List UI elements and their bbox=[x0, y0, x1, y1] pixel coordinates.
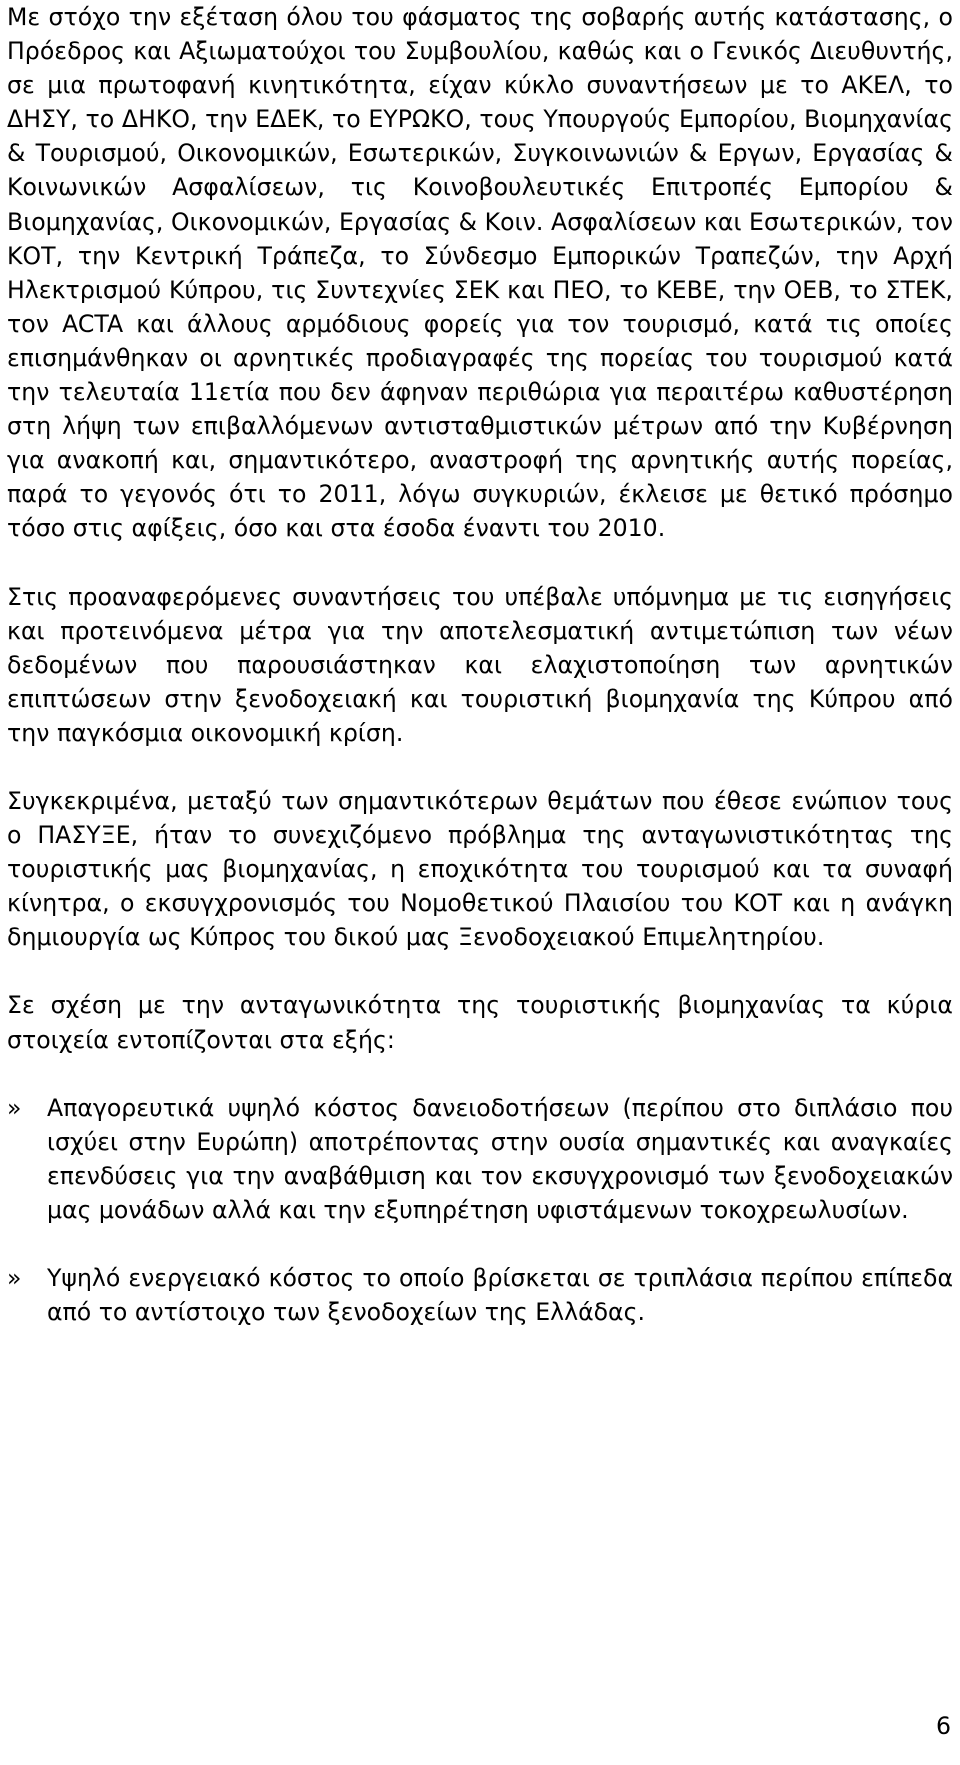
paragraph-key-issues: Συγκεκριμένα, μεταξύ των σημαντικότερων θεμάτων που έθεσε ενώπιον τους ο ΠΑΣΥΞΕ, ήταν το συνεχιζόμενο πρόβλημα της ανταγωνιστικότητας της τουριστικής μας βιομηχανίας, η εποχικότητα του τουρισμού και τα συναφή κίνητρα, ο εκσυγχρονισμός του Νομοθετικού Πλαισίου του ΚΟΤ και η ανάγκη δημιουργία ως Κύπρος του δικού μας Ξενοδοχειακού Επιμελητηρίου. bbox=[7, 786, 953, 952]
page-number: 6 bbox=[935, 1712, 951, 1740]
bullet-item-energy-cost bbox=[7, 1261, 953, 1329]
paragraph-meetings: Με στόχο την εξέταση όλου του φάσματος της σοβαρής αυτής κατάστασης, ο Πρόεδρος και Αξιωματούχοι του Συμβουλίου, καθώς και ο Γενικός Διευθυντής, σε μια πρωτοφανή κινητικότητα, είχαν κύκλο συναντήσεων με το ΑΚΕΛ, το ΔΗΣΥ, το ΔΗΚΟ, την ΕΔΕΚ, το ΕΥΡΩΚΟ, τους Υπουργούς Εμπορίου, Βιομηχανίας & Τουρισμού, Οικονομικών, Εσωτερικών, Συγκοινωνιών & Εργων, Εργασίας & Κοινωνικών Ασφαλίσεων, τις Κοινοβουλευτικές Επιτροπές Εμπορίου & Βιομηχανίας, Οικονομικών, Εργασίας & Κοιν. Ασφαλίσεων και Εσωτερικών, τον ΚΟΤ, την Κεντρική Τράπεζα, το Σύνδεσμο Εμπορικών Τραπεζών, την Αρχή Ηλεκτρισμού Κύπρου, τις Συντεχνίες ΣΕΚ και ΠΕΟ, το ΚΕΒΕ, την ΟΕΒ, το ΣΤΕΚ, τον ACTA και άλλους αρμόδιους φορείς για τον τουρισμό, κατά τις οποίες επισημάνθηκαν οι αρνητικές προδιαγραφές της πορείας του τουρισμού κατά την τελευταία 11ετία που δεν άφηναν περιθώρια για περαιτέρω καθυστέρηση στη λήψη των επιβαλλόμενων αντισταθμιστικών μέτρων από την Κυβέρνηση για ανακοπή και, σημαντικότερο, αναστροφή της αρνητικής αυτής πορείας, παρά το γεγονός ότι το 2011, λόγω συγκυριών, έκλεισε με θετικό πρόσημο τόσο στις αφίξεις, όσο και στα έσοδα έναντι του 2010. bbox=[7, 3, 953, 543]
document-page bbox=[7, 0, 953, 1329]
bullet-text: Απαγορευτικά υψηλό κόστος δανειοδοτήσεων (περίπου στο διπλάσιο που ισχύει στην Ευρώπη) αποτρέποντας στην ουσία σημαντικές και αναγκαίες επενδύσεις για την αναβάθμιση και τον εκσυγχρονισμό των ξενοδοχειακών μας μονάδων αλλά και την εξυπηρέτηση υφιστάμενων τοκοχρεωλυσίων. bbox=[47, 1093, 953, 1224]
bullet-marker: » bbox=[7, 1093, 22, 1122]
bullet-marker: » bbox=[7, 1264, 22, 1292]
paragraph-competitiveness-intro: Σε σχέση με την ανταγωνικότητα της τουριστικής βιομηχανίας τα κύρια στοιχεία εντοπίζονται στα εξής: bbox=[7, 991, 953, 1054]
bullet-text: Υψηλό ενεργειακό κόστος το οποίο βρίσκεται σε τριπλάσια περίπου επίπεδα από το αντίστοιχο των ξενοδοχείων της Ελλάδας. bbox=[47, 1264, 953, 1327]
bullet-item-borrowing-cost bbox=[7, 1091, 953, 1227]
paragraph-memorandum: Στις προαναφερόμενες συναντήσεις του υπέβαλε υπόμνημα με τις εισηγήσεις και προτεινόμενα μέτρα για την αποτελεσματική αντιμετώπιση των νέων δεδομένων που παρουσιάστηκαν και ελαχιστοποίηση των αρνητικών επιπτώσεων στην ξενοδοχειακή και τουριστική βιομηχανία της Κύπρου από την παγκόσμια οικονομική κρίση. bbox=[7, 582, 953, 747]
